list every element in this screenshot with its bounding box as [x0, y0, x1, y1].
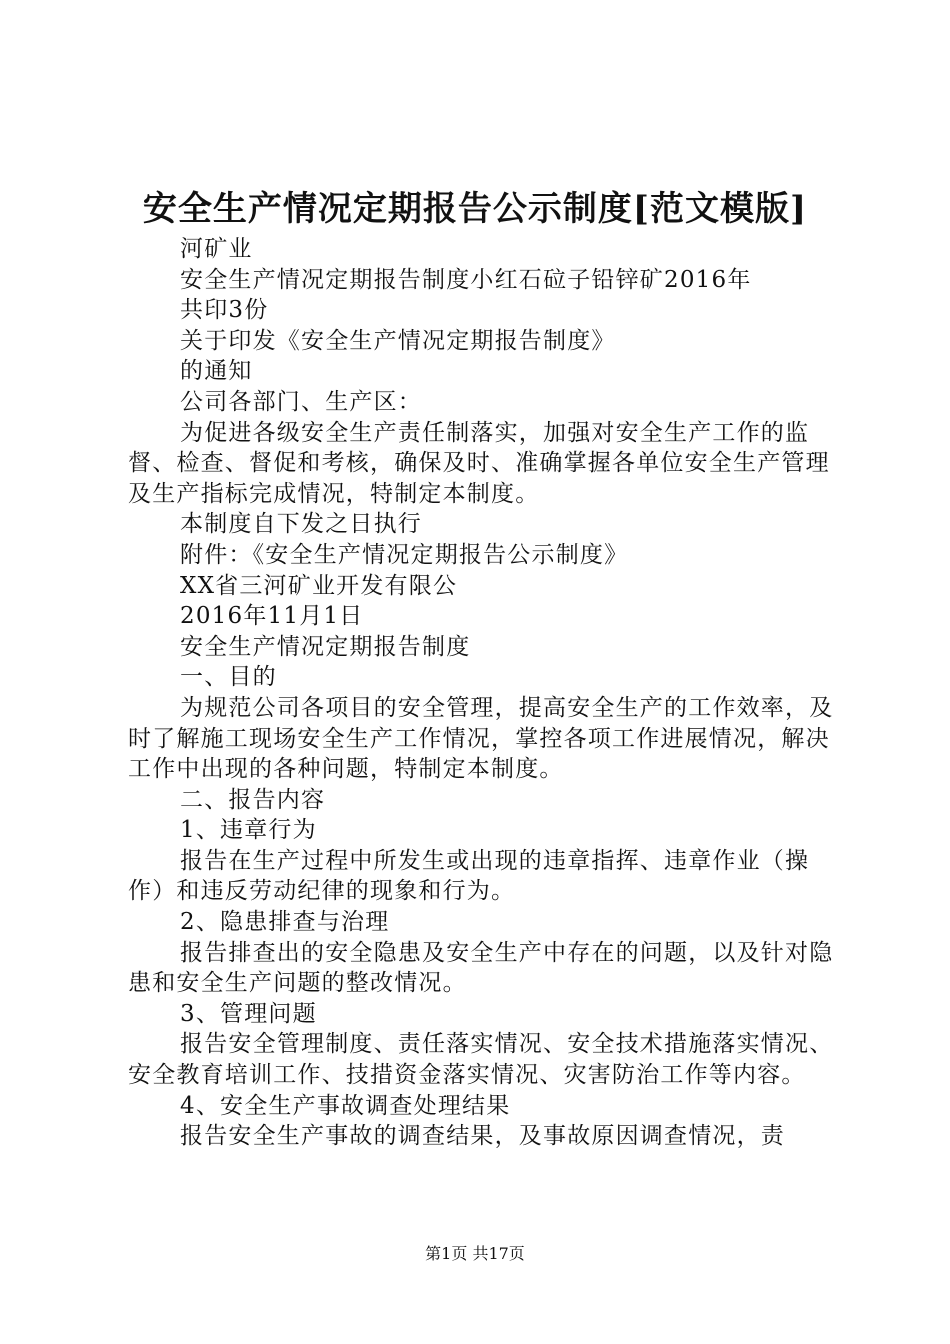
- document-title: 安全生产情况定期报告公示制度[范文模版]: [142, 189, 808, 229]
- section-title: 安全生产情况定期报告制度: [180, 633, 471, 660]
- paragraph: 报告排查出的安全隐患及安全生产中存在的问题，以及针对隐患和安全生产问题的整改情况。: [128, 939, 834, 997]
- salutation: 公司各部门、生产区：: [180, 388, 422, 415]
- attachment-line: 附件：《安全生产情况定期报告公示制度》: [180, 541, 629, 568]
- paragraph: 为促进各级安全生产责任制落实，加强对安全生产工作的监督、检查、督促和考核，确保及时、准确掌握各单位安全生产管理及生产指标完成情况，特制定本制度。: [128, 419, 830, 507]
- document-body: [128, 234, 840, 1152]
- body-line: 安全生产情况定期报告制度小红石砬子铅锌矿2016年: [180, 266, 752, 293]
- subsection-heading: 3、管理问题: [180, 1000, 317, 1027]
- paragraph: 报告在生产过程中所发生或出现的违章指挥、违章作业（操作）和违反劳动纪律的现象和行为。: [128, 847, 810, 905]
- company-name: XX省三河矿业开发有限公: [180, 572, 458, 599]
- date-line: 2016年11月1日: [180, 603, 364, 630]
- body-line: 关于印发《安全生产情况定期报告制度》: [180, 327, 616, 354]
- subsection-heading: 4、安全生产事故调查处理结果: [180, 1092, 511, 1119]
- section-heading: 一、目的: [180, 664, 277, 691]
- body-line: 共印3份: [180, 297, 269, 324]
- section-heading: 二、报告内容: [180, 786, 326, 813]
- paragraph: 报告安全生产事故的调查结果，及事故原因调查情况，责: [180, 1123, 785, 1150]
- body-line: 河矿业: [180, 236, 253, 262]
- subsection-heading: 1、违章行为: [180, 817, 317, 844]
- paragraph: 为规范公司各项目的安全管理，提高安全生产的工作效率，及时了解施工现场安全生产工作情况，掌控各项工作进展情况，解决工作中出现的各种问题，特制定本制度。: [128, 694, 834, 783]
- body-line: 的通知: [180, 358, 253, 385]
- body-line: 本制度自下发之日执行: [180, 511, 422, 538]
- page-footer: 第1页 共17页: [425, 1244, 525, 1263]
- subsection-heading: 2、隐患排查与治理: [180, 909, 390, 936]
- paragraph: 报告安全管理制度、责任落实情况、安全技术措施落实情况、安全教育培训工作、技措资金落实情况、灾害防治工作等内容。: [128, 1031, 834, 1089]
